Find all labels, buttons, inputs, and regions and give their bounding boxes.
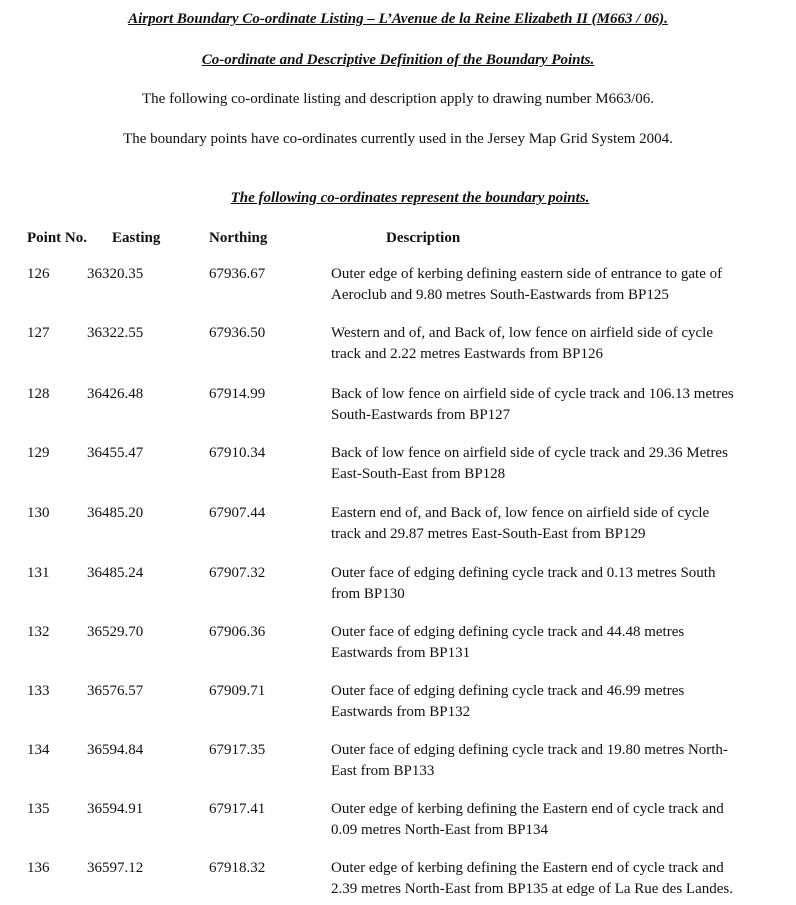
- header-description: Description: [386, 230, 461, 246]
- description-line: Western and of, and Back of, low fence on airfield side of cycle: [331, 325, 713, 341]
- description-line: Outer face of edging defining cycle track and 46.99 metres: [331, 683, 685, 699]
- easting-value: 36426.48: [87, 386, 144, 402]
- description: [331, 264, 793, 306]
- point-number: 130: [27, 505, 50, 521]
- table-row: [0, 323, 796, 367]
- description: [331, 681, 793, 723]
- description: [331, 443, 793, 485]
- description: [331, 622, 793, 664]
- northing-value: 67906.36: [209, 624, 266, 640]
- northing-value: 67914.99: [209, 386, 266, 402]
- header-point-no: Point No.: [27, 230, 87, 246]
- northing-value: 67936.50: [209, 325, 266, 341]
- description-line: Outer edge of kerbing defining the Eastern end of cycle track and: [331, 860, 724, 876]
- description-line: Back of low fence on airfield side of cycle track and 106.13 metres: [331, 386, 734, 402]
- point-number: 131: [27, 565, 50, 581]
- description-line: 0.09 metres North-East from BP134: [331, 822, 549, 838]
- description-line: Outer face of edging defining cycle track and 19.80 metres North-: [331, 742, 728, 758]
- description-line: from BP130: [331, 586, 405, 602]
- description-line: Outer edge of kerbing defining eastern side of entrance to gate of: [331, 266, 723, 282]
- description-line: Outer face of edging defining cycle track and 0.13 metres South: [331, 565, 716, 581]
- easting-value: 36455.47: [87, 445, 144, 461]
- document-subtitle: Co-ordinate and Descriptive Definition of the Boundary Points.: [201, 52, 595, 68]
- description-line: East-South-East from BP128: [331, 466, 506, 482]
- description-line: Eastwards from BP132: [331, 704, 471, 720]
- table-row: [0, 622, 796, 666]
- easting-value: 36485.24: [87, 565, 144, 581]
- table-row: [0, 443, 796, 487]
- table-row: [0, 264, 796, 308]
- easting-value: 36594.84: [87, 742, 144, 758]
- easting-value: 36320.35: [87, 266, 144, 282]
- point-number: 126: [27, 266, 50, 282]
- easting-value: 36597.12: [87, 860, 144, 876]
- point-number: 128: [27, 386, 50, 402]
- description-line: track and 29.87 metres East-South-East from BP129: [331, 526, 646, 542]
- northing-value: 67918.32: [209, 860, 266, 876]
- northing-value: 67917.41: [209, 801, 266, 817]
- point-number: 134: [27, 742, 50, 758]
- description: [331, 858, 793, 900]
- northing-value: 67907.32: [209, 565, 266, 581]
- table-row: [0, 503, 796, 547]
- description: [331, 503, 793, 545]
- table-row: [0, 563, 796, 607]
- header-easting: Easting: [112, 230, 161, 246]
- point-number: 127: [27, 325, 50, 341]
- description: [331, 323, 793, 365]
- easting-value: 36322.55: [87, 325, 144, 341]
- table-title: The following co-ordinates represent the boundary points.: [230, 190, 590, 206]
- document-title: Airport Boundary Co-ordinate Listing – L’Avenue de la Reine Elizabeth II (M663 / 06).: [128, 11, 668, 27]
- description-line: Outer face of edging defining cycle track and 44.48 metres: [331, 624, 685, 640]
- table-row: [0, 384, 796, 428]
- description-line: Eastwards from BP131: [331, 645, 471, 661]
- table-row: [0, 858, 796, 902]
- point-number: 129: [27, 445, 50, 461]
- description-line: East from BP133: [331, 763, 435, 779]
- description-line: track and 2.22 metres Eastwards from BP126: [331, 346, 604, 362]
- description: [331, 799, 793, 841]
- table-row: [0, 681, 796, 725]
- description-line: Back of low fence on airfield side of cycle track and 29.36 Metres: [331, 445, 728, 461]
- description-line: 2.39 metres North-East from BP135 at edge of La Rue des Landes.: [331, 881, 733, 897]
- easting-value: 36485.20: [87, 505, 144, 521]
- table-row: [0, 799, 796, 843]
- description-line: Eastern end of, and Back of, low fence on airfield side of cycle: [331, 505, 710, 521]
- point-number: 135: [27, 801, 50, 817]
- easting-value: 36529.70: [87, 624, 144, 640]
- table-row: [0, 740, 796, 784]
- intro-line-grid-system: The boundary points have co-ordinates currently used in the Jersey Map Grid System 2004.: [123, 131, 673, 147]
- description: [331, 384, 793, 426]
- point-number: 132: [27, 624, 50, 640]
- description: [331, 563, 793, 605]
- intro-line-drawing: The following co-ordinate listing and description apply to drawing number M663/06.: [142, 91, 654, 107]
- point-number: 133: [27, 683, 50, 699]
- header-northing: Northing: [209, 230, 268, 246]
- description-line: South-Eastwards from BP127: [331, 407, 511, 423]
- northing-value: 67909.71: [209, 683, 266, 699]
- northing-value: 67907.44: [209, 505, 266, 521]
- description-line: Outer edge of kerbing defining the Eastern end of cycle track and: [331, 801, 724, 817]
- description: [331, 740, 793, 782]
- point-number: 136: [27, 860, 50, 876]
- northing-value: 67917.35: [209, 742, 266, 758]
- northing-value: 67936.67: [209, 266, 266, 282]
- easting-value: 36594.91: [87, 801, 144, 817]
- description-line: Aeroclub and 9.80 metres South-Eastwards from BP125: [331, 287, 669, 303]
- northing-value: 67910.34: [209, 445, 266, 461]
- easting-value: 36576.57: [87, 683, 144, 699]
